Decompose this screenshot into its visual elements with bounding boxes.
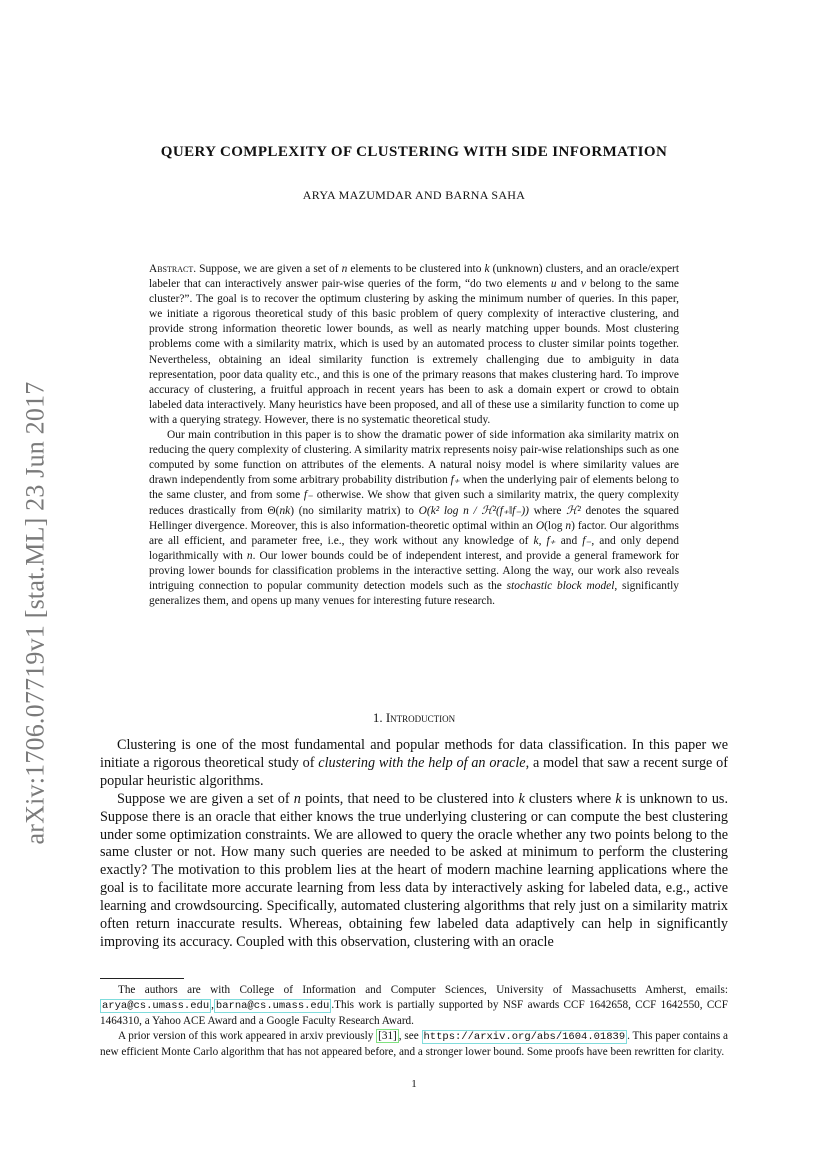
math-query-bound: O(k² log n / ℋ²(f₊‖f₋)) [418,504,529,517]
section-title: Introduction [385,710,456,725]
abstract-text: when the underlying pair of elements belong to the same cluster, and from some [149,474,679,502]
intro-emphasis: clustering with the help of an oracle [318,754,526,771]
intro-text: Clustering is one of the most fundamental and popular methods for data classification. In this paper we initiate a rigorous theoretical study of [100,737,728,771]
math-k-fplus: k, f₊ [533,534,556,547]
citation-link[interactable]: [31] [378,1030,397,1042]
intro-text: Suppose we are given a set of [117,790,294,807]
intro-text: clusters where [524,790,616,807]
abstract-text: , and only depend logarithmically with [149,534,679,562]
paper-title: QUERY COMPLEXITY OF CLUSTERING WITH SIDE INFORMATION [160,144,668,160]
abstract-text: (unknown) clusters, and an oracle/expert labeler that can interactively answer pair-wise queries of the form, “do two elements [149,263,680,291]
abstract-text: , significantly generalizes them, and opens up many venues for interesting future research. [149,579,679,608]
section-heading-introduction [100,710,728,726]
math-nk: nk [279,504,291,517]
footnote-affiliation [100,983,728,1029]
intro-text: points, that need to be clustered into [300,790,519,807]
math-v: v [580,278,586,291]
page-number: 1 [411,1078,417,1090]
math-n: n [565,519,572,532]
abstract-emphasis: stochastic block model [506,579,615,592]
abstract-text: and [555,534,583,547]
abstract-label: Abstract. [149,263,197,275]
abstract-text: ) factor. Our algorithms are all efficient, and parameter free, i.e., they work without any knowledge of [149,519,679,547]
paper-authors: ARYA MAZUMDAR AND BARNA SAHA [302,188,526,202]
email-link-arya[interactable]: arya@cs.umass.edu [102,1000,210,1012]
footnote-prior-version [100,1029,728,1060]
abstract-text: otherwise. We show that given such a similarity matrix, the query complexity reduces drastically from Θ( [149,489,680,517]
math-n: n [341,263,348,275]
math-n: n [246,549,253,562]
intro-paragraph-2 [100,791,728,952]
arxiv-stamp [20,358,50,868]
introduction-body [100,737,728,952]
email-link-barna[interactable]: barna@cs.umass.edu [215,1000,330,1012]
math-n: n [293,790,301,807]
math-f-minus: f₋ [582,534,592,547]
abstract-paragraph-1 [149,262,679,428]
abstract-text: Suppose, we are given a set of [199,263,342,275]
abstract-text: Our main contribution in this paper is to show the dramatic power of side information aka similarity matrix on reducing the query complexity of clustering. A similarity matrix represents noisy pair-wise relationships such as one computed by some function on attributes of the elements. A natural noisy model is where similarity values are drawn independently from some arbitrary probability distribution [149,429,679,487]
math-k: k [615,790,622,807]
abstract-paragraph-2 [149,428,679,609]
math-u: u [550,278,557,291]
intro-text: is unknown to us. Suppose there is an oracle that either knows the true underlying clustering or can compute the best clustering under some optimization constraints. We are allowed to query the oracle whether any two points belong to the same cluster or not. How many such queries are needed to be asked at minimum to perform the clustering exactly? The motivation to this problem lies at the heart of modern machine learning applications where the goal is to facilitate more accurate learning from less data by interactively asking for labeled data, e.g., active learning and crowdsourcing. Specifically, automated clustering algorithms that rely just on a similarity matrix often return inaccurate results. Whereas, obtaining few labeled data adaptively can help in significantly improving its accuracy. Coupled with this observation, clustering with an oracle [100,790,728,950]
math-k: k [518,790,525,807]
footnote-text: .This work is partially supported by NSF awards CCF 1642658, CCF 1642550, CCF 1464310, a Yahoo ACE Award and a Google Faculty Research Award. [100,999,728,1027]
math-hellinger: ℋ² [566,504,581,517]
abstract-text: where [528,504,567,517]
abstract-text: ) (no similarity matrix) to [290,504,419,517]
math-k: k [484,263,490,275]
abstract-text: . Our lower bounds could be of independent interest, and provide a general framework for proving lower bounds for classification problems in the interactive setting. Along the way, our work also reveals intriguing connection to popular community detection models such as the [149,549,679,592]
math-f-plus: f₊ [450,474,460,487]
intro-text: , a model that saw a recent surge of popular heuristic algorithms. [100,754,728,789]
footnotes [100,983,728,1060]
abstract-text: elements to be clustered into [347,263,485,275]
footnote-text: . This paper contains a new efficient Monte Carlo algorithm that has not appeared before, and a stronger lower bound. Some proofs have been rewritten for clarity. [100,1030,729,1058]
intro-paragraph-1 [100,737,728,791]
abstract-text: and [556,278,581,291]
arxiv-url-link[interactable]: https://arxiv.org/abs/1604.01839 [423,1031,626,1043]
abstract-text: belong to the same cluster?”. The goal is to recover the optimum clustering by asking the minimum number of queries. In this paper, we initiate a rigorous theoretical study of this basic problem of query complexity of interactive clustering, and provide strong information theoretic lower bounds, as well as nearly matching upper bounds. Most clustering problems come with a similarity matrix, which is used by an automated process to cluster similar points together. Nevertheless, obtaining an ideal similarity function is extremely challenging due to ambiguity in data representation, poor data quality etc., and this is one of the primary reasons that makes clustering hard. To improve accuracy of clustering, a fruitful approach in recent years has been to ask a domain expert or crowd to obtain labeled data interactively. Many heuristics have been proposed, and all of these use a similarity function to come up with a querying strategy. However, there is no systematic theoretical study. [149,278,679,426]
abstract-text: denotes the squared Hellinger divergence. Moreover, this is also information-theoretic optimal within an [149,504,679,532]
abstract [149,262,679,609]
arxiv-stamp-text: arXiv:1706.07719v1 [stat.ML] 23 Jun 2017 [20,381,49,845]
footnote-text: , see [398,1030,422,1042]
footnote-text: The authors are with College of Information and Computer Sciences, University of Massachusetts Amherst, emails: [118,984,728,996]
abstract-text: (log [544,519,566,532]
footnote-text: A prior version of this work appeared in arxiv previously [118,1030,377,1042]
math-O: O [535,519,545,532]
math-f-minus: f₋ [303,489,314,502]
footnote-rule [100,978,184,979]
footnote-text: , [211,999,214,1011]
section-number: 1. [372,710,383,725]
